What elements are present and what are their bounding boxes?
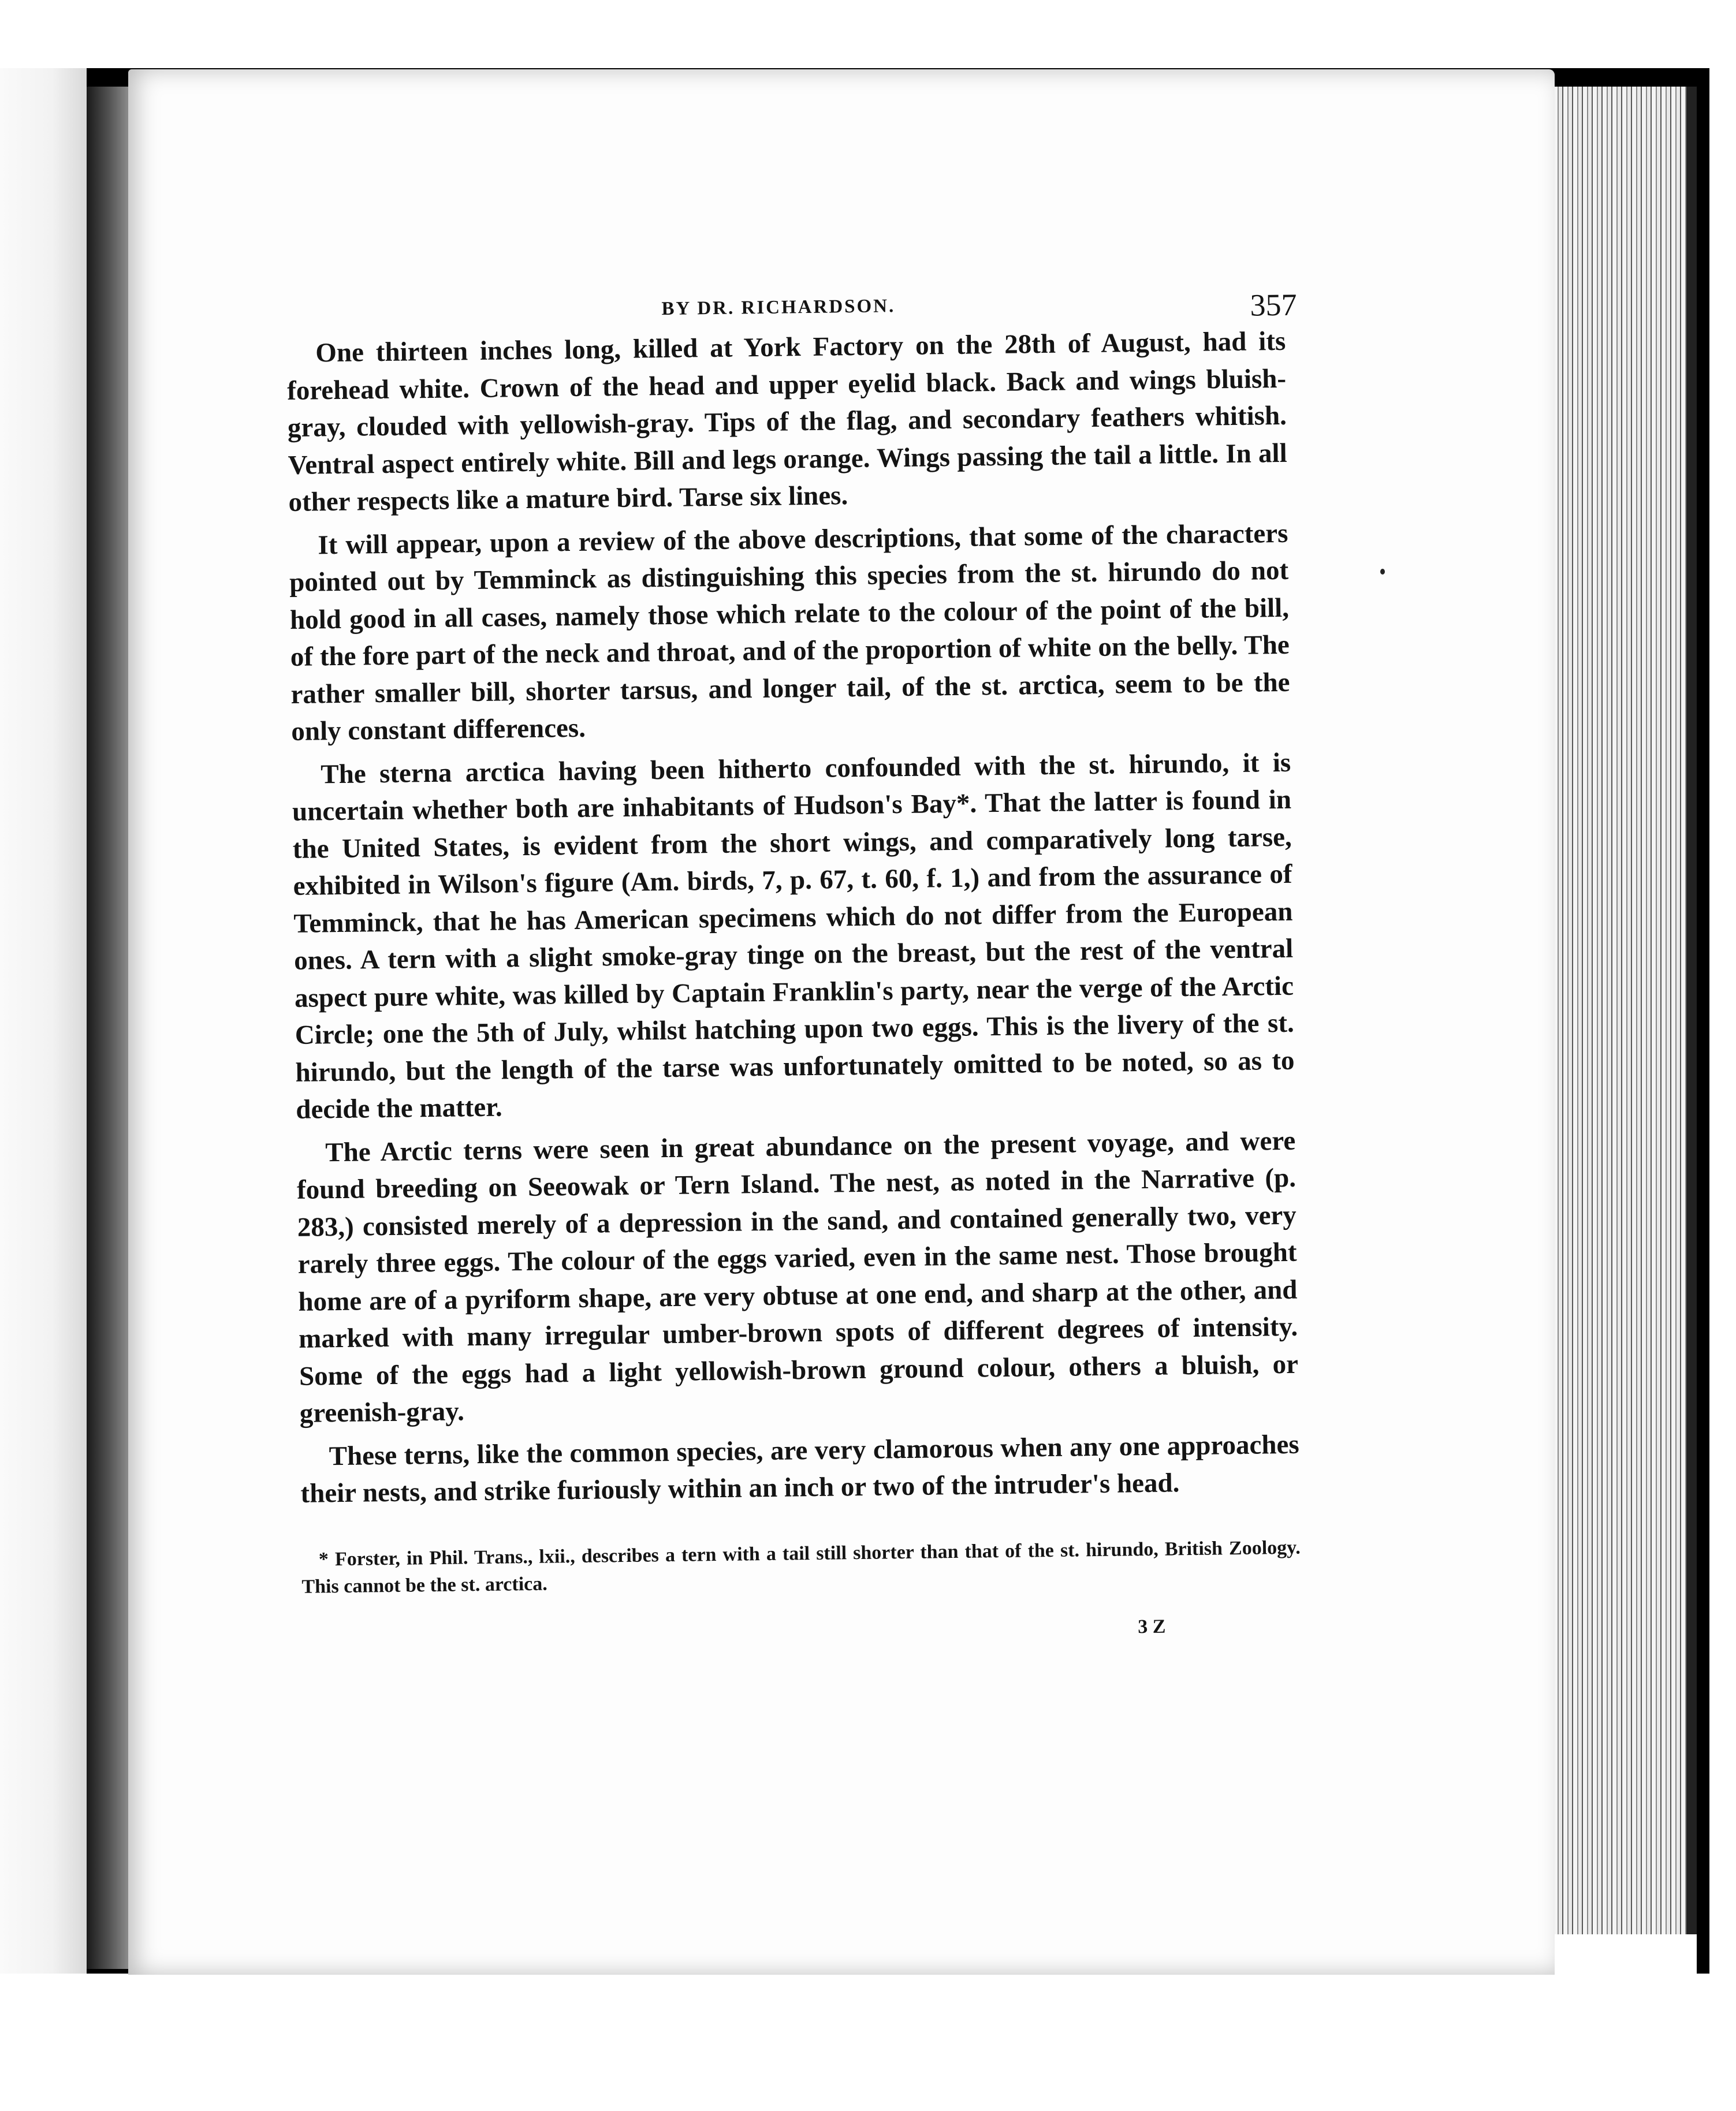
page-content	[286, 277, 1302, 1648]
page-block-edges	[1554, 87, 1697, 1934]
previous-page-edge	[0, 68, 87, 1974]
signature-mark: 3 Z	[1138, 1616, 1166, 1638]
page-number: 357	[1250, 287, 1297, 323]
paragraph-4: The Arctic terns were seen in great abundance on the present voyage, and were found breeding on Seeowak or Tern Island. The nest, as noted in the Narrative (p. 283,) consisted merely of a depression in the sand, and contained generally two, very rarely three eggs. The colour of the eggs varied, even in the same nest. Those brought home are of a pyriform shape, are very obtuse at one end, and sharp at the other, and marked with many irregular umber-brown spots of different degrees of intensity. Some of the eggs had a light yellowish-brown ground colour, others a bluish, or greenish-gray.	[296, 1125, 1299, 1429]
paragraph-1: One thirteen inches long, killed at York Factory on the 28th of August, had its forehead white. Crown of the head and upper eyelid black. Back and wings bluish-gray, clouded with yellowish-gray. Tips of the flag, and secondary feathers whitish. Ventral aspect entirely white. Bill and legs orange. Wings passing the tail a little. In all other respects like a mature bird. Tarse six lines.	[286, 326, 1287, 517]
page-block-bottom	[1554, 1934, 1697, 1986]
footnote: * Forster, in Phil. Trans., lxii., describes a tern with a tail still shorter than that of the st. hirundo, British Zoology. This cannot be the st. arctica.	[301, 1536, 1301, 1598]
paragraph-5: These terns, like the common species, are very clamorous when any one approaches their nests, and strike furiously within an inch or two of the intruder's head.	[300, 1429, 1299, 1509]
paragraph-2: It will appear, upon a review of the above descriptions, that some of the characters pointed out by Temminck as distinguishing this species from the st. hirundo do not hold good in all cases, namely those which relate to the colour of the point of the bill, of the fore part of the neck and throat, and of the proportion of white on the belly. The rather smaller bill, shorter tarsus, and longer tail, of the st. arctica, seem to be the only constant differences.	[289, 518, 1290, 747]
stray-mark	[1380, 569, 1385, 575]
running-title: BY DR. RICHARDSON.	[661, 296, 896, 320]
paragraph-3: The sterna arctica having been hitherto confounded with the st. hirundo, it is uncertain whether both are inhabitants of Hudson's Bay*. That the latter is found in the United States, is evident from the short wings, and comparatively long tarse, exhibited in Wilson's figure (Am. birds, 7, p. 67, t. 60, f. 1,) and from the assurance of Temminck, that he has American specimens which do not differ from the European ones. A tern with a slight smoke-gray tinge on the breast, but the rest of the ventral aspect pure white, was killed by Captain Franklin's party, near the verge of the Arctic Circle; one the 5th of July, whilst hatching upon two eggs. This is the livery of the st. hirundo, but the length of the tarse was unfortunately omitted to be noted, so as to decide the matter.	[292, 747, 1295, 1125]
